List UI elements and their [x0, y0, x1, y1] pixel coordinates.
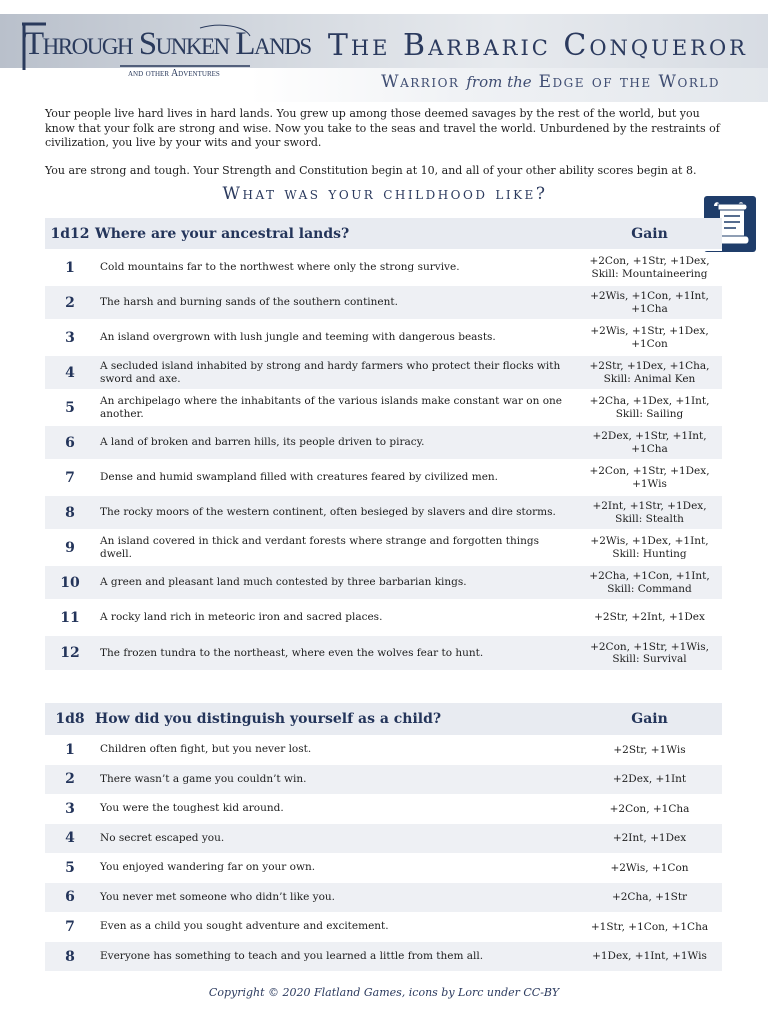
- roll-description: There wasn’t a game you couldn’t win.: [95, 765, 577, 795]
- table-row: [45, 530, 722, 565]
- logo-wordmark: Through Sunken Lands: [24, 26, 311, 62]
- roll-description: A land of broken and barren hills, its people driven to piracy.: [95, 425, 577, 460]
- roll-number: 4: [45, 355, 95, 390]
- gain-line: Skill: Hunting: [612, 547, 687, 560]
- roll-description: You enjoyed wandering far on your own.: [95, 853, 577, 883]
- table-row: [45, 460, 722, 495]
- gain-line: +2Dex, +1Str, +1Int,: [592, 430, 707, 442]
- gain-line: +1Cha: [631, 442, 668, 455]
- table-row: [45, 635, 722, 670]
- roll-gain: [577, 495, 722, 530]
- gain-line: +1Cha: [631, 302, 668, 315]
- table-row: [45, 794, 722, 824]
- ability-scores-paragraph: You are strong and tough. Your Strength and Constitution begin at 10, and all of your other ability scores begin at 8.: [45, 164, 697, 177]
- roll-description: Cold mountains far to the northwest where only the strong survive.: [95, 250, 577, 285]
- roll-number: 6: [45, 883, 95, 913]
- gain-line: +2Str, +1Dex, +1Cha,: [589, 360, 710, 372]
- table-header-row: [45, 218, 722, 250]
- gain-line: +2Str, +2Int, +1Dex: [594, 611, 705, 624]
- gain-line: Skill: Mountaineering: [591, 267, 708, 280]
- logo-tagline: and other Adventures: [128, 68, 220, 79]
- gain-line: +2Cha, +1Dex, +1Int,: [589, 395, 710, 407]
- roll-gain: [577, 635, 722, 670]
- roll-description: Even as a child you sought adventure and excitement.: [95, 912, 577, 942]
- roll-number: 3: [45, 320, 95, 355]
- roll-gain: [577, 735, 722, 765]
- roll-description: You were the toughest kid around.: [95, 794, 577, 824]
- roll-number: 2: [45, 765, 95, 795]
- roll-description: A secluded island inhabited by strong and hardy farmers who protect their flocks with sword and axe.: [95, 355, 577, 390]
- roll-gain: [577, 530, 722, 565]
- roll-number: 5: [45, 390, 95, 425]
- table-row: [45, 600, 722, 635]
- roll-gain: [577, 425, 722, 460]
- table-row: [45, 853, 722, 883]
- roll-description: The rocky moors of the western continent, often besieged by slavers and dire storms.: [95, 495, 577, 530]
- ancestral-lands-table: [45, 218, 722, 670]
- gain-line: Skill: Animal Ken: [603, 372, 696, 385]
- table-row: [45, 912, 722, 942]
- roll-gain: [577, 824, 722, 854]
- roll-description: The harsh and burning sands of the southern continent.: [95, 285, 577, 320]
- roll-number: 9: [45, 530, 95, 565]
- roll-number: 12: [45, 635, 95, 670]
- die-header: 1d8: [45, 703, 95, 735]
- gain-line: +1Dex, +1Int, +1Wis: [592, 950, 707, 963]
- publisher-logo: [20, 20, 311, 82]
- roll-number: 7: [45, 460, 95, 495]
- roll-gain: [577, 565, 722, 600]
- roll-gain: [577, 320, 722, 355]
- roll-gain: [577, 765, 722, 795]
- gain-line: +2Wis, +1Con: [610, 861, 689, 874]
- subtitle-class: Warrior: [381, 72, 460, 92]
- roll-gain: [577, 853, 722, 883]
- roll-number: 3: [45, 794, 95, 824]
- die-header: 1d12: [45, 218, 95, 250]
- gain-line: +1Str, +1Con, +1Cha: [590, 920, 709, 933]
- roll-gain: [577, 794, 722, 824]
- roll-gain: [577, 912, 722, 942]
- copyright-notice: Copyright © 2020 Flatland Games, icons by Lorc under CC-BY: [208, 986, 560, 999]
- gain-line: +2Con, +1Cha: [609, 802, 690, 815]
- gain-line: +2Int, +1Str, +1Dex,: [592, 500, 707, 512]
- table-row: [45, 824, 722, 854]
- page-header: [0, 0, 768, 96]
- roll-description: A rocky land rich in meteoric iron and sacred places.: [95, 600, 577, 635]
- roll-gain: [577, 285, 722, 320]
- subtitle-connector: from the: [466, 73, 532, 91]
- gain-header: Gain: [577, 218, 722, 250]
- roll-description: You never met someone who didn’t like you.: [95, 883, 577, 913]
- gain-line: +2Con, +1Str, +1Dex,: [589, 255, 710, 267]
- question-header: How did you distinguish yourself as a child?: [95, 703, 577, 735]
- gain-line: +1Con: [631, 337, 668, 350]
- table-row: [45, 285, 722, 320]
- gain-line: +2Wis, +1Str, +1Dex,: [590, 325, 709, 337]
- roll-description: An archipelago where the inhabitants of the various islands make constant war on one another.: [95, 390, 577, 425]
- roll-number: 10: [45, 565, 95, 600]
- section-heading: What was your childhood like?: [222, 184, 548, 204]
- roll-description: Everyone has something to teach and you learned a little from them all.: [95, 942, 577, 972]
- page-title: The Barbaric Conqueror: [327, 28, 748, 63]
- roll-gain: [577, 250, 722, 285]
- intro-paragraph: Your people live hard lives in hard lands. You grew up among those deemed savages by the rest of the world, but you know that your folk are strong and wise. Now you take to the seas and travel the world. Unburdened by the restraints of civilization, you live by your wits and your sword.: [45, 107, 720, 149]
- gain-line: +2Cha, +1Con, +1Int,: [589, 570, 710, 582]
- roll-number: 8: [45, 942, 95, 972]
- childhood-distinction-table: [45, 703, 722, 971]
- table-row: [45, 390, 722, 425]
- gain-line: +2Con, +1Str, +1Dex,: [589, 465, 710, 477]
- gain-line: Skill: Survival: [612, 653, 687, 665]
- roll-gain: [577, 883, 722, 913]
- roll-description: Dense and humid swampland filled with creatures feared by civilized men.: [95, 460, 577, 495]
- roll-number: 6: [45, 425, 95, 460]
- roll-number: 1: [45, 250, 95, 285]
- gain-line: Skill: Stealth: [615, 512, 684, 525]
- roll-description: An island overgrown with lush jungle and teeming with dangerous beasts.: [95, 320, 577, 355]
- roll-number: 5: [45, 853, 95, 883]
- roll-description: The frozen tundra to the northeast, where even the wolves fear to hunt.: [95, 635, 577, 670]
- question-header: Where are your ancestral lands?: [95, 218, 577, 250]
- gain-line: +2Int, +1Dex: [612, 832, 687, 844]
- table-row: [45, 883, 722, 913]
- table-header-row: [45, 703, 722, 735]
- gain-line: +2Con, +1Str, +1Wis,: [590, 640, 709, 653]
- roll-gain: [577, 460, 722, 495]
- gain-line: +1Wis: [632, 477, 667, 490]
- roll-number: 8: [45, 495, 95, 530]
- roll-gain: [577, 390, 722, 425]
- gain-line: +2Wis, +1Con, +1Int,: [590, 290, 709, 302]
- roll-number: 4: [45, 824, 95, 854]
- roll-number: 11: [45, 600, 95, 635]
- table-row: [45, 735, 722, 765]
- gain-line: Skill: Command: [607, 582, 692, 595]
- roll-number: 1: [45, 735, 95, 765]
- roll-description: A green and pleasant land much contested by three barbarian kings.: [95, 565, 577, 600]
- roll-description: Children often fight, but you never lost.: [95, 735, 577, 765]
- gain-line: +2Cha, +1Str: [611, 891, 688, 903]
- table-row: [45, 425, 722, 460]
- table-row: [45, 565, 722, 600]
- roll-gain: [577, 355, 722, 390]
- gain-line: +2Wis, +1Dex, +1Int,: [590, 535, 709, 547]
- table-row: [45, 495, 722, 530]
- table-row: [45, 355, 722, 390]
- roll-gain: [577, 600, 722, 635]
- table-row: [45, 250, 722, 285]
- roll-number: 7: [45, 912, 95, 942]
- table-row: [45, 320, 722, 355]
- subtitle-origin: Edge of the World: [538, 72, 720, 92]
- gain-line: +2Str, +1Wis: [613, 743, 686, 756]
- table-row: [45, 942, 722, 972]
- page-subtitle: [300, 72, 720, 92]
- gain-line: +2Dex, +1Int: [612, 773, 687, 785]
- roll-description: An island covered in thick and verdant forests where strange and forgotten things dwell.: [95, 530, 577, 565]
- roll-number: 2: [45, 285, 95, 320]
- gain-header: Gain: [577, 703, 722, 735]
- gain-line: Skill: Sailing: [615, 407, 684, 420]
- roll-gain: [577, 942, 722, 972]
- roll-description: No secret escaped you.: [95, 824, 577, 854]
- table-row: [45, 765, 722, 795]
